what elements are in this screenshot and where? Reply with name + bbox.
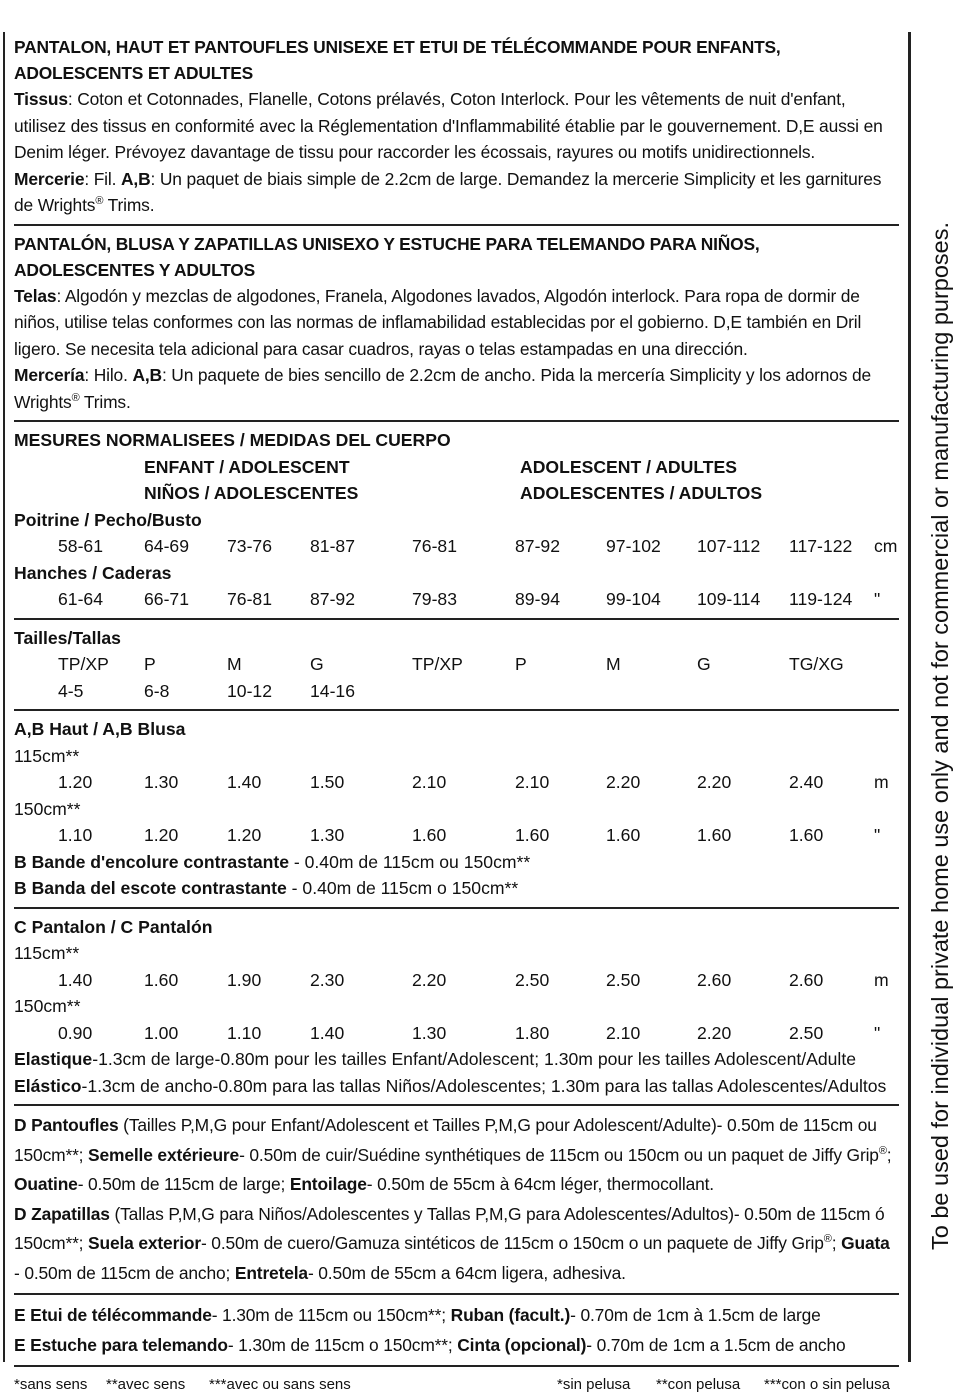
table-cell: 119-124 — [789, 589, 853, 609]
mercerie-ab: A,B — [120, 168, 151, 189]
batting-fr-bold: Ouatine — [14, 1174, 78, 1194]
remote-case-fr-bold: E Etui de télécommande — [14, 1305, 212, 1325]
table-cell: M — [606, 654, 621, 674]
interfacing-fr-bold: Entoilage — [289, 1174, 367, 1194]
view-e-es — [14, 1330, 899, 1360]
table-cell: 1.40 — [58, 969, 93, 990]
slippers-es-3: ; — [831, 1233, 842, 1253]
hip-row — [14, 586, 899, 613]
hip-label: Hanches / Caderas — [14, 562, 172, 583]
table-cell: 66-71 — [144, 589, 189, 609]
table-cell: 2.10 — [606, 1022, 641, 1043]
slippers-fr-4: - 0.50m de 115cm de large; — [77, 1174, 290, 1194]
table-cell: 1.00 — [144, 1022, 179, 1043]
table-cell: 1.40 — [310, 1022, 345, 1043]
table-cell: 109-114 — [697, 589, 761, 609]
merceria-text: : Un paquete de bies sencillo de 2.2cm de ancho. Pida la mercería Simplicity y los adornos de Wrights — [14, 365, 872, 412]
view-ab-115-row — [14, 769, 899, 796]
chest-label: Poitrine / Pecho/Busto — [14, 509, 202, 530]
slippers-es-2: - 0.50m de cuero/Gamuza sintéticos de 115cm o 150cm o un paquete de Jiffy Grip — [200, 1233, 824, 1253]
unit-label: cm — [874, 536, 898, 556]
left-border — [3, 32, 5, 1362]
group-adult-es: ADOLESCENTES / ADULTOS — [520, 483, 763, 503]
group-adult-fr: ADOLESCENT / ADULTES — [520, 456, 737, 477]
table-cell: 107-112 — [697, 536, 761, 556]
group-kids-es: NIÑOS / ADOLESCENTES — [144, 483, 359, 503]
table-cell: TP/XP — [412, 654, 463, 674]
ribbon-es-bold: Cinta (opcional) — [457, 1335, 587, 1355]
table-cell: 2.50 — [606, 969, 641, 990]
footnote-es-3: ***con o sin pelusa — [764, 1376, 890, 1393]
table-cell: 1.10 — [227, 1022, 262, 1043]
footnote-fr-2: **avec sens — [106, 1376, 186, 1393]
table-cell: 73-76 — [227, 536, 272, 556]
mercerie-text: : Un paquet de biais simple de 2.2cm de large. Demandez la mercerie Simplicity et les garnitures de Wrights — [14, 168, 882, 215]
size-letters-row — [14, 651, 899, 678]
table-cell: 87-92 — [310, 589, 355, 609]
table-cell: 89-94 — [515, 589, 560, 609]
footnote-fr-1: *sans sens — [14, 1376, 88, 1393]
table-cell: 58-61 — [58, 536, 103, 556]
unit-label: " — [874, 589, 881, 609]
table-cell: 1.20 — [144, 825, 179, 845]
divider — [14, 224, 899, 226]
table-cell: 2.60 — [697, 969, 732, 990]
neckband-es-text: - 0.40m de 115cm o 150cm** — [286, 878, 519, 898]
table-cell: 1.30 — [412, 1022, 447, 1043]
view-c-title: C Pantalon / C Pantalón — [14, 916, 213, 937]
measurements-title: MESURES NORMALISEES / MEDIDAS DEL CUERPO — [14, 430, 451, 450]
french-title: PANTALON, HAUT ET PANTOUFLES UNISEXE ET ETUI DE TÉLÉCOMMANDE POUR ENFANTS, ADOLESCENTS ET ADULTES — [14, 37, 781, 83]
measurements-table — [14, 427, 899, 613]
table-cell: 2.20 — [606, 772, 641, 792]
unit-label: m — [874, 969, 889, 990]
unit-label: " — [874, 1022, 881, 1043]
table-cell: P — [144, 654, 156, 674]
table-cell: 1.30 — [310, 825, 345, 845]
table-cell: 14-16 — [310, 680, 355, 701]
view-c-150-row — [14, 1020, 899, 1047]
registered-mark: ® — [878, 1144, 887, 1157]
table-cell: 10-12 — [227, 680, 272, 701]
table-cell: G — [310, 654, 324, 674]
merceria-end: Trims. — [79, 391, 131, 412]
batting-es-bold: Guata — [841, 1233, 890, 1253]
width-150-label: 150cm** — [14, 798, 81, 819]
table-cell: TP/XP — [58, 654, 109, 674]
table-cell: 1.60 — [606, 825, 641, 845]
width-115-label: 115cm** — [14, 943, 80, 963]
side-note: To be used for individual private home use only and not for commercial or manufacturing purposes. — [927, 221, 953, 1250]
table-cell: 87-92 — [515, 536, 560, 556]
table-cell: 61-64 — [58, 589, 103, 609]
table-cell: 117-122 — [789, 536, 853, 556]
table-cell: 2.30 — [310, 969, 345, 990]
registered-mark: ® — [95, 195, 104, 208]
spanish-notions — [14, 362, 899, 415]
table-cell: 97-102 — [606, 536, 661, 556]
footnote-fr-3: ***avec ou sans sens — [209, 1376, 351, 1393]
elastic-fr-text: -1.3cm de large-0.80m pour les tailles Enfant/Adolescent; 1.30m pour les tailles Adolescent/Adulte — [92, 1049, 857, 1069]
sizes-label: Tailles/Tallas — [14, 627, 121, 648]
elastic-fr-bold: Elastique — [14, 1049, 93, 1069]
table-cell: 2.20 — [697, 1022, 732, 1043]
tissus-label: Tissus — [14, 89, 68, 109]
neckband-es-bold: B Banda del escote contrastante — [14, 878, 287, 898]
merceria-label: Mercería — [14, 365, 85, 385]
remote-case-es-1: - 1.30m de 115cm o 150cm**; — [227, 1335, 458, 1355]
french-notions — [14, 166, 899, 219]
spanish-section — [14, 231, 899, 416]
table-cell: 1.60 — [697, 825, 732, 845]
table-cell: 76-81 — [227, 589, 272, 609]
table-cell: 1.50 — [310, 772, 345, 792]
mercerie-pre: : Fil. — [84, 168, 121, 189]
slippers-fr-2: - 0.50m de cuir/Suédine synthétiques de 115cm ou 150cm ou un paquet de Jiffy Grip — [239, 1144, 879, 1165]
view-e-fr — [14, 1300, 899, 1330]
french-fabrics — [14, 86, 899, 166]
table-cell: 99-104 — [606, 589, 661, 609]
table-cell: 1.60 — [144, 969, 179, 990]
slippers-es-bold: D Zapatillas — [14, 1203, 110, 1224]
remote-case-fr-1: - 1.30m de 115cm ou 150cm**; — [211, 1305, 451, 1325]
registered-mark: ® — [823, 1233, 832, 1246]
sole-es-bold: Suela exterior — [88, 1233, 201, 1253]
table-cell: 2.40 — [789, 772, 824, 792]
view-e-section — [14, 1300, 899, 1360]
sole-fr-bold: Semelle extérieure — [88, 1144, 240, 1165]
elastic-fr — [14, 1046, 899, 1073]
table-cell: 1.60 — [412, 825, 447, 845]
table-cell: 2.50 — [789, 1022, 824, 1043]
slippers-fr-5: - 0.50m de 55cm à 64cm léger, thermocollant. — [366, 1174, 714, 1194]
table-cell: 2.50 — [515, 969, 550, 990]
footnotes — [14, 1372, 899, 1398]
table-cell: TG/XG — [789, 654, 844, 674]
elastic-es — [14, 1073, 899, 1100]
slippers-es-1: (Tallas P,M,G para Niños/Adolescentes y Tallas P,M,G para Adolescentes/Adultos)- 0.50m de 115cm ó 150cm**; — [14, 1203, 885, 1253]
content — [14, 34, 899, 1398]
slippers-fr-bold: D Pantoufles — [14, 1115, 119, 1135]
divider — [14, 1104, 899, 1106]
view-d-section — [14, 1111, 899, 1288]
table-cell: 76-81 — [412, 536, 457, 556]
footnote-es-1: *sin pelusa — [557, 1376, 631, 1393]
remote-case-es-2: - 0.70m de 1cm a 1.5cm de ancho — [586, 1335, 846, 1355]
table-cell: 1.80 — [515, 1022, 550, 1043]
unit-label: m — [874, 772, 889, 792]
slippers-es-5: - 0.50m de 55cm a 64cm ligera, adhesiva. — [307, 1262, 626, 1283]
neckband-fr-text: - 0.40m de 115cm ou 150cm** — [289, 851, 531, 872]
elastic-es-bold: Elástico — [14, 1075, 82, 1096]
merceria-ab: A,B — [132, 365, 162, 385]
mercerie-label: Mercerie — [14, 168, 85, 189]
telas-text: : Algodón y mezclas de algodones, Franela, Algodones lavados, Algodón interlock. Para ropa de dormir de niños, utilise telas conformes con las normas de inflamabilidad establecidas por el gobierno. D,E también en Dril ligero. Se necesita tela adicional para casar cuadros, rayas o telas estampadas en una dirección. — [14, 285, 862, 359]
table-cell: 2.20 — [697, 772, 732, 792]
table-cell: 1.20 — [227, 825, 262, 845]
divider — [14, 907, 899, 909]
slippers-fr-1: (Tailles P,M,G pour Enfant/Adolescent et Tailles P,M,G pour Adolescent/Adulte)- 0.50m de 115cm ou 150cm**; — [14, 1115, 877, 1165]
ribbon-fr-bold: Ruban (facult.) — [450, 1305, 571, 1325]
table-cell: 81-87 — [310, 536, 355, 556]
neckband-fr-bold: B Bande d'encolure contrastante — [14, 851, 289, 872]
spanish-fabrics — [14, 283, 899, 363]
interfacing-es-bold: Entretela — [234, 1262, 308, 1283]
table-cell: 79-83 — [412, 589, 457, 609]
table-cell: 0.90 — [58, 1022, 93, 1043]
remote-case-fr-2: - 0.70m de 1cm à 1.5cm de large — [570, 1305, 821, 1325]
footnote-es-2: **con pelusa — [656, 1376, 741, 1393]
table-cell: 1.20 — [58, 772, 93, 792]
group-header-1 — [14, 454, 899, 481]
chest-row — [14, 533, 899, 560]
french-section — [14, 34, 899, 219]
table-cell: 2.60 — [789, 969, 824, 990]
table-cell: 1.40 — [227, 772, 262, 792]
view-c-115-row — [14, 967, 899, 994]
divider — [14, 420, 899, 422]
view-ab-150-row — [14, 822, 899, 849]
table-cell: 2.10 — [515, 772, 550, 792]
mercerie-end: Trims. — [103, 195, 155, 215]
merceria-pre: : Hilo. — [84, 365, 133, 385]
remote-case-es-bold: E Estuche para telemando — [14, 1335, 228, 1355]
view-c-table — [14, 914, 899, 1100]
table-cell: 1.30 — [144, 772, 179, 792]
table-cell: 2.20 — [412, 969, 447, 990]
table-cell: M — [227, 654, 242, 674]
view-ab-title: A,B Haut / A,B Blusa — [14, 719, 186, 739]
neckband-fr — [14, 849, 899, 876]
table-cell: G — [697, 654, 711, 674]
divider — [14, 709, 899, 711]
table-cell: 1.60 — [515, 825, 550, 845]
telas-label: Telas — [14, 285, 57, 306]
table-cell: 1.60 — [789, 825, 824, 845]
tissus-text: : Coton et Cotonnades, Flanelle, Cotons prélavés, Coton Interlock. Pour les vêtements de nuit d'enfant, utilisez des tissus en conformité avec la Réglementation d'Inflammabilité établie par le gouvernement. D,E aussi en Denim léger. Prévoyez davantage de tissu pour raccorder les écossais, rayures ou motifs unidirectionnels. — [14, 89, 883, 162]
group-kids-fr: ENFANT / ADOLESCENT — [144, 456, 350, 477]
sizes-table — [14, 625, 899, 705]
slippers-es-4: - 0.50m de 115cm de ancho; — [14, 1262, 235, 1283]
table-cell: 1.90 — [227, 969, 262, 990]
table-cell: 2.10 — [412, 772, 447, 792]
divider — [14, 1365, 899, 1367]
spanish-title: PANTALÓN, BLUSA Y ZAPATILLAS UNISEXO Y ESTUCHE PARA TELEMANDO PARA NIÑOS, ADOLESCENTES Y ADULTOS — [14, 233, 760, 280]
slippers-fr-3: ; — [886, 1144, 892, 1165]
unit-label: " — [874, 825, 881, 845]
table-cell: P — [515, 654, 527, 674]
elastic-es-text: -1.3cm de ancho-0.80m para las tallas Niños/Adolescentes; 1.30m para las tallas Adolescentes/Adultos — [81, 1075, 887, 1096]
divider — [14, 618, 899, 620]
table-cell: 1.10 — [58, 825, 93, 845]
width-115-label: 115cm** — [14, 745, 80, 766]
width-150-label: 150cm** — [14, 996, 81, 1016]
view-ab-table — [14, 716, 899, 902]
group-header-2 — [14, 480, 899, 507]
divider — [14, 1293, 899, 1295]
table-cell: 4-5 — [58, 680, 84, 701]
size-numbers-row — [14, 678, 899, 705]
table-cell: 64-69 — [144, 536, 189, 556]
neckband-es — [14, 875, 899, 902]
right-border — [908, 32, 911, 1362]
table-cell: 6-8 — [144, 680, 170, 701]
registered-mark: ® — [71, 391, 80, 404]
view-d-fr — [14, 1111, 899, 1200]
view-d-es — [14, 1200, 899, 1289]
